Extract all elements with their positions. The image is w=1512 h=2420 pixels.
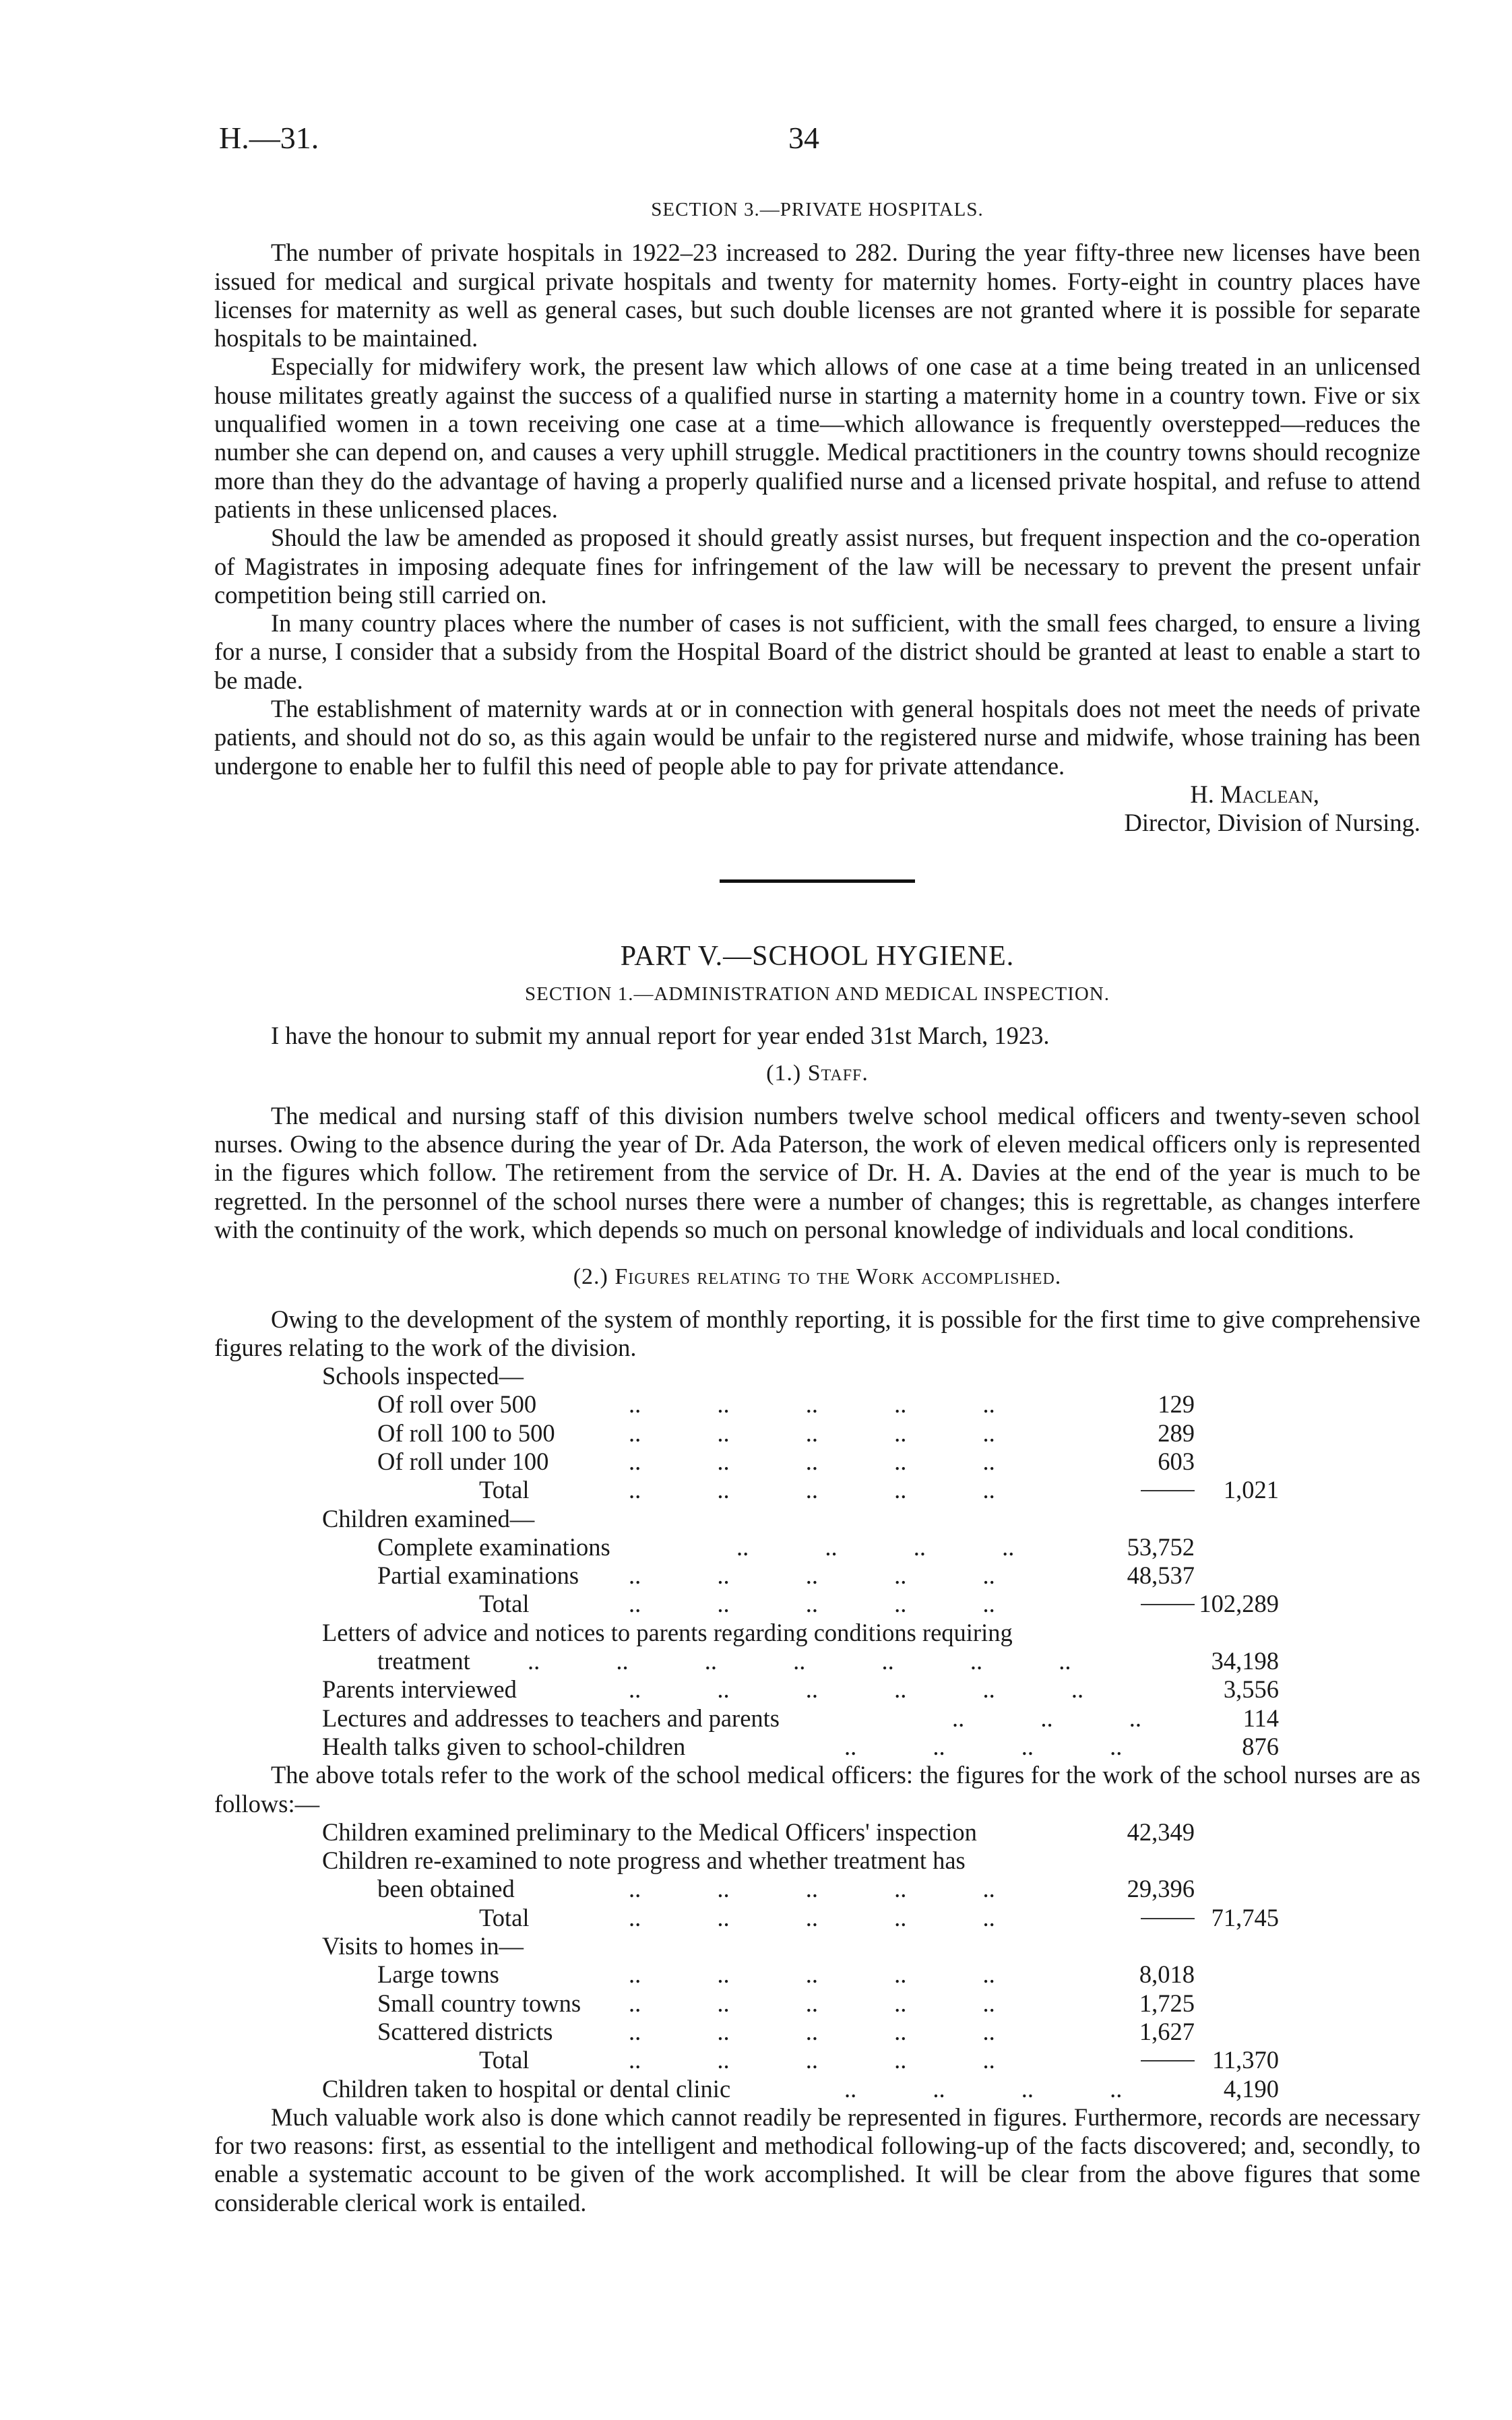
row-label: Small country towns bbox=[377, 1989, 581, 2017]
table-row: Scattered districts .. .. .. .. .. 1,627 bbox=[377, 2017, 1195, 2045]
table-row: Small country towns .. .. .. .. .. 1,725 bbox=[377, 1989, 1195, 2017]
nurses-intro: The above totals refer to the work of the school medical officers: the figures for the work of the school nurses are as follows:— bbox=[214, 1761, 1420, 1818]
row-label: Of roll 100 to 500 bbox=[377, 1419, 555, 1447]
row-value: 48,537 bbox=[1127, 1561, 1195, 1590]
table-row bbox=[214, 1818, 1420, 1847]
row-total: 1,021 bbox=[1223, 1476, 1279, 1504]
section-heading: SECTION 1.—ADMINISTRATION AND MEDICAL INSPECTION. bbox=[525, 983, 1110, 1005]
table-row bbox=[214, 1505, 1420, 1533]
row-label: Visits to homes in— bbox=[322, 1932, 524, 1960]
row-label: Of roll under 100 bbox=[377, 1447, 549, 1475]
row-label: Total bbox=[479, 1903, 530, 1931]
signature-name-text: H. Maclean, bbox=[1190, 780, 1319, 808]
officers-figures-table bbox=[214, 1362, 1420, 1761]
table-row: Total .. .. .. .. .. 1,021 bbox=[479, 1476, 1279, 1504]
row-label: Children examined preliminary to the Medical Officers' inspection bbox=[322, 1818, 977, 1846]
row-label: Complete examinations bbox=[377, 1532, 610, 1561]
row-value: 1,725 bbox=[1139, 1989, 1195, 2017]
table-row: Total .. .. .. .. .. 102,289 bbox=[479, 1590, 1279, 1618]
row-value: 8,018 bbox=[1139, 1960, 1195, 1989]
row-total: 876 bbox=[1242, 1732, 1279, 1760]
part-title: PART V.—SCHOOL HYGIENE. bbox=[620, 940, 1015, 972]
row-value: 42,349 bbox=[1127, 1818, 1195, 1846]
nurses-figures-table bbox=[214, 1818, 1420, 2103]
row-label: Children taken to hospital or dental clinic bbox=[322, 2074, 731, 2103]
total-rule bbox=[1141, 1918, 1195, 1919]
signature-title: Director, Division of Nursing. bbox=[1124, 809, 1420, 837]
row-value: 53,752 bbox=[1127, 1532, 1195, 1561]
row-label: Letters of advice and notices to parents regarding conditions requiring bbox=[322, 1618, 1013, 1646]
row-label: Children examined— bbox=[322, 1504, 535, 1532]
paragraph: Should the law be amended as proposed it should greatly assist nurses, but frequent inspection and the co-operation of Magistrates in imposing adequate fines for infringement of the law will be necessary to prevent the present unfair competition being still carried on. bbox=[214, 524, 1420, 609]
row-label: Large towns bbox=[377, 1960, 499, 1989]
table-row: Total .. .. .. .. .. 71,745 bbox=[479, 1903, 1279, 1931]
figures-heading: (2.) Figures relating to the Work accomplished. bbox=[573, 1264, 1062, 1290]
report-code: H.—31. bbox=[219, 121, 319, 155]
table-row: Total .. .. .. .. .. 11,370 bbox=[479, 2046, 1279, 2074]
row-value: 603 bbox=[1158, 1447, 1195, 1475]
row-total: 71,745 bbox=[1211, 1903, 1279, 1931]
paragraph: The establishment of maternity wards at or in connection with general hospitals does not meet the needs of private patients, and should not do so, as this again would be unfair to the registered nurse and midwife, whose training has been undergone to enable her to fulfil this need of people able to pay for private attendance. bbox=[214, 695, 1420, 780]
row-label: Total bbox=[479, 2046, 530, 2074]
section-heading: SECTION 3.—PRIVATE HOSPITALS. bbox=[651, 199, 984, 220]
row-value: 1,627 bbox=[1139, 2017, 1195, 2045]
row-total: 11,370 bbox=[1211, 2046, 1279, 2074]
figures-intro: Owing to the development of the system of monthly reporting, it is possible for the first time to give comprehensive figures relating to the work of the division. bbox=[214, 1305, 1420, 1361]
paragraph: Especially for midwifery work, the present law which allows of one case at a time being treated in an unlicensed house militates greatly against the success of a qualified nurse in starting a maternity home in a country town. Five or six unqualified women in a town receiving one case at a time—which allowance is frequently overstepped—reduces the number she can depend on, and causes a very uphill struggle. Medical practitioners in the country towns should recognize more than they do the advantage of having a properly qualified nurse and a licensed private hospital, and refuse to attend patients in these unlicensed places. bbox=[214, 352, 1420, 523]
table-row: Lectures and addresses to teachers and parents .. .. .. 114 bbox=[322, 1704, 1279, 1732]
row-label: Children re-examined to note progress and whether treatment has bbox=[322, 1847, 966, 1875]
row-label: been obtained bbox=[377, 1875, 515, 1903]
row-label: Of roll over 500 bbox=[377, 1390, 537, 1419]
row-label: Schools inspected— bbox=[322, 1362, 524, 1390]
row-value: 29,396 bbox=[1127, 1875, 1195, 1903]
row-value: 129 bbox=[1158, 1390, 1195, 1419]
table-row: Of roll 100 to 500 .. .. .. .. .. 289 bbox=[377, 1419, 1195, 1447]
paragraph: In many country places where the number of cases is not sufficient, with the small fees charged, to ensure a living for a nurse, I consider that a subsidy from the Hospital Board of the district should be granted at least to enable a start to be made. bbox=[214, 609, 1420, 694]
row-total: 4,190 bbox=[1223, 2074, 1279, 2103]
row-total: 34,198 bbox=[1211, 1647, 1279, 1675]
table-row: Children taken to hospital or dental clinic .. .. .. .. 4,190 bbox=[322, 2074, 1279, 2103]
row-label: Parents interviewed bbox=[322, 1675, 517, 1704]
table-row: Parents interviewed .. .. .. .. .. .. 3,556 bbox=[322, 1675, 1279, 1704]
section-divider bbox=[720, 879, 915, 883]
row-label: Partial examinations bbox=[377, 1561, 579, 1590]
row-label: Total bbox=[479, 1590, 530, 1618]
intro-paragraph: I have the honour to submit my annual report for year ended 31st March, 1923. bbox=[271, 1022, 1050, 1050]
table-row: treatment .. .. .. .. .. .. .. 34,198 bbox=[377, 1647, 1279, 1675]
row-label: Scattered districts bbox=[377, 2017, 553, 2045]
table-row bbox=[214, 1847, 1420, 1875]
table-row: Health talks given to school-children .. .. .. .. 876 bbox=[322, 1732, 1279, 1760]
table-row: Large towns .. .. .. .. .. 8,018 bbox=[377, 1960, 1195, 1989]
paragraph: The number of private hospitals in 1922–23 increased to 282. During the year fifty-three new licenses have been issued for medical and surgical private hospitals and twenty for maternity homes. Forty-eight in country places have licenses for maternity as well as general cases, but such double licenses are not granted where it is possible for separate hospitals to be maintained. bbox=[214, 239, 1420, 352]
table-row bbox=[214, 1932, 1420, 1960]
table-row: Partial examinations .. .. .. .. .. 48,537 bbox=[377, 1561, 1195, 1590]
staff-paragraph: The medical and nursing staff of this division numbers twelve school medical officers and twenty-seven school nurses. Owing to the absence during the year of Dr. Ada Paterson, the work of eleven medical officers only is represented in the figures which follow. The retirement from the service of Dr. H. A. Davies at the end of the year is much to be regretted. In the personnel of the school nurses there were a number of changes; this is regrettable, as changes interfere with the continuity of the work, which depends so much on personal knowledge of individuals and local conditions. bbox=[214, 1101, 1420, 1243]
page-content bbox=[214, 195, 1420, 2217]
total-rule bbox=[1141, 2060, 1195, 2061]
signature-name bbox=[214, 780, 1420, 809]
table-row: Of roll under 100 .. .. .. .. .. 603 bbox=[377, 1447, 1195, 1475]
page-number: 34 bbox=[788, 121, 819, 155]
staff-heading: (1.) Staff. bbox=[766, 1061, 869, 1086]
row-label: Lectures and addresses to teachers and parents bbox=[322, 1704, 780, 1732]
closing-paragraph: Much valuable work also is done which cannot readily be represented in figures. Furthermore, records are necessary for two reasons: first, as essential to the intelligent and methodical following-up of the facts discovered; and, secondly, to enable a systematic account to be given of the work accomplished. It will be clear from the above figures that some considerable clerical work is entailed. bbox=[214, 2103, 1420, 2216]
row-total: 3,556 bbox=[1223, 1675, 1279, 1704]
table-row: been obtained .. .. .. .. .. 29,396 bbox=[377, 1875, 1195, 1903]
row-total: 102,289 bbox=[1199, 1590, 1279, 1618]
row-total: 114 bbox=[1242, 1704, 1279, 1732]
total-rule bbox=[1141, 1604, 1195, 1605]
total-rule bbox=[1141, 1490, 1195, 1491]
row-label: Health talks given to school-children bbox=[322, 1732, 686, 1760]
row-label: Total bbox=[479, 1476, 530, 1504]
table-row bbox=[214, 1619, 1420, 1647]
table-row bbox=[214, 1362, 1420, 1390]
row-value: 289 bbox=[1158, 1419, 1195, 1447]
table-row: Of roll over 500 .. .. .. .. .. 129 bbox=[377, 1390, 1195, 1419]
row-label: treatment bbox=[377, 1647, 470, 1675]
table-row: Complete examinations .. .. .. .. 53,752 bbox=[377, 1532, 1195, 1561]
